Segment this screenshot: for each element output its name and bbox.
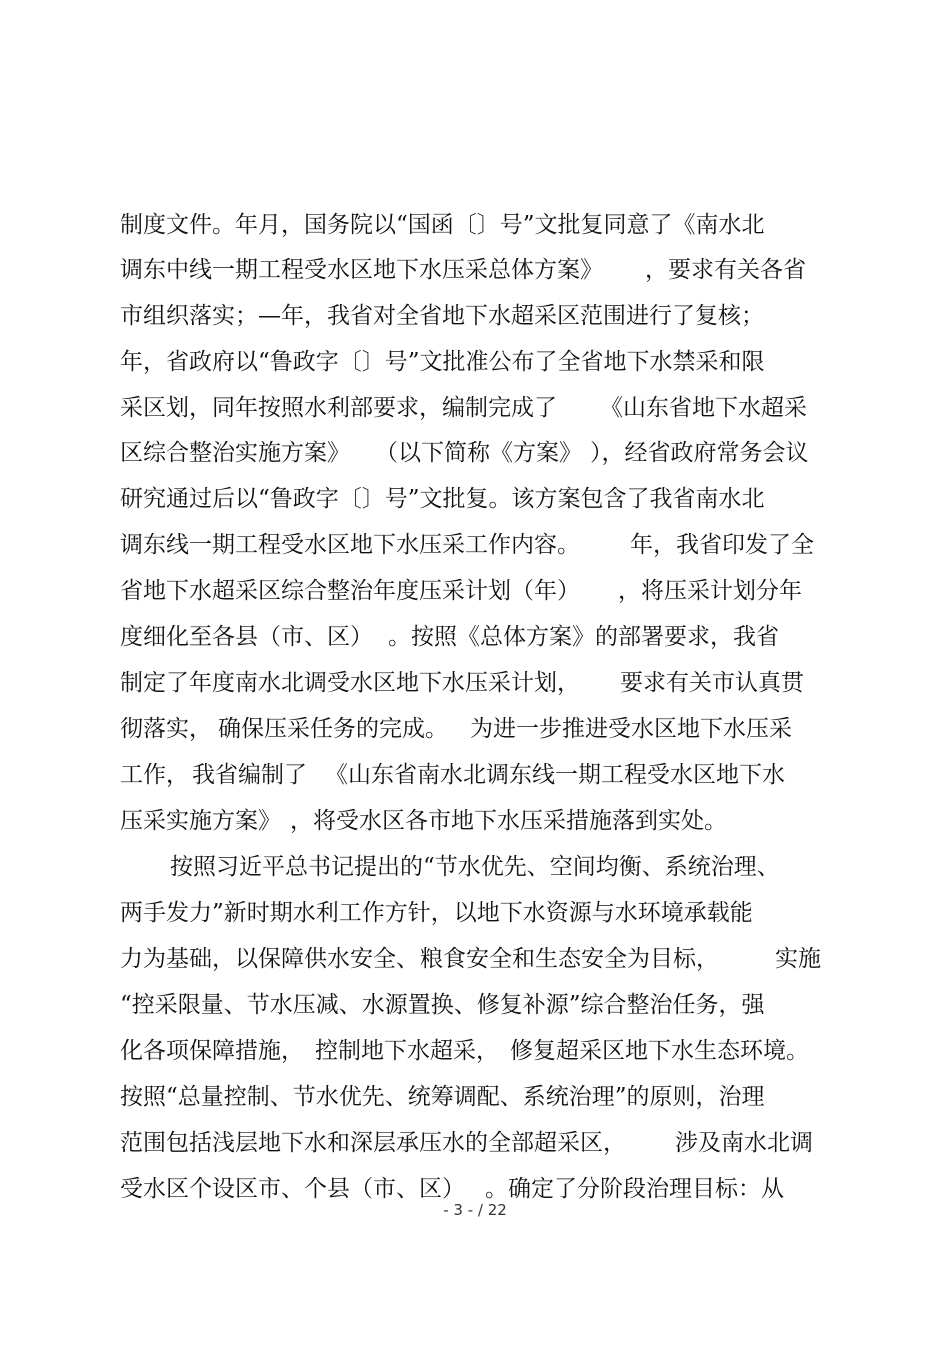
text-segment: 受水区个设区市、个县（市、区） [120, 1176, 465, 1202]
text-segment: 修复超采区地下水生态环境。 [510, 1038, 809, 1064]
text-line [0, 388, 950, 428]
text-line [0, 801, 950, 841]
text-segment: 调东中线一期工程受水区地下水压采总体方案》 [120, 257, 603, 283]
text-segment: 省地下水超采区综合整治年度压采计划（年） [120, 578, 580, 604]
text-segment: 为进一步推进受水区地下水压采 [470, 716, 792, 742]
text-segment: ，要求有关各省 [645, 257, 806, 283]
text-segment: ，将压采计划分年 [618, 578, 802, 604]
text-segment: 采区划，同年按照水利部要求，编制完成了 [120, 395, 557, 421]
text-segment: 。按照《总体方案》的部署要求，我省 [388, 624, 779, 650]
text-segment: 《山东省南水北调东线一期工程受水区地下水 [325, 762, 785, 788]
text-segment: 确保压采任务的完成。 [218, 716, 448, 742]
text-segment: 我省编制了 [192, 762, 307, 788]
text-segment: 《山东省地下水超采 [600, 395, 807, 421]
text-segment: 要求有关市认真贯 [620, 670, 804, 696]
text-segment: 范围包括浅层地下水和深层承压水的全部超采区， [120, 1130, 626, 1156]
text-segment: 年，我省印发了全 [630, 532, 814, 558]
text-segment: ，将受水区各市地下水压采措施落到实处。 [290, 808, 727, 834]
text-segment: 调东线一期工程受水区地下水压采工作内容。 [120, 532, 580, 558]
text-segment: 两手发力”新时期水利工作方针，以地下水资源与水环境承载能 [120, 900, 753, 926]
text-line [0, 1077, 950, 1117]
text-line [0, 939, 950, 979]
text-segment: 压采实施方案》 [120, 808, 281, 834]
text-segment: 按照“总量控制、节水优先、统筹调配、系统治理”的原则，治理 [120, 1084, 765, 1110]
text-line [0, 663, 950, 703]
text-segment: ），经省政府常务会议 [590, 440, 809, 466]
text-segment: 制定了年度南水北调受水区地下水压采计划， [120, 670, 580, 696]
text-segment: 度细化至各县（市、区） [120, 624, 373, 650]
text-line [0, 985, 950, 1025]
text-line [0, 617, 950, 657]
text-line [0, 250, 950, 290]
text-segment: 化各项保障措施， [120, 1038, 304, 1064]
text-segment: 粮食安全和生态安全为目标， [420, 946, 719, 972]
text-line [0, 205, 950, 245]
text-segment: “控采限量、节水压减、水源置换、修复补源”综合整治任务，强 [120, 992, 765, 1018]
text-segment: （以下简称《方案》 [375, 440, 582, 466]
text-segment: 力为基础，以保障供水安全、 [120, 946, 419, 972]
text-segment: 彻落实， [120, 716, 212, 742]
text-line [0, 479, 950, 519]
text-line [0, 433, 950, 473]
text-line [0, 1031, 950, 1071]
text-segment: 制度文件。年月，国务院以“国函〔〕号”文批复同意了《南水北 [120, 212, 765, 238]
page-number: - 3 - / 22 [443, 1201, 507, 1219]
text-line [0, 525, 950, 565]
text-segment: 。确定了分阶段治理目标：从 [485, 1176, 784, 1202]
text-line [0, 342, 950, 382]
text-line [0, 571, 950, 611]
text-segment: 涉及南水北调 [675, 1130, 813, 1156]
text-line [0, 893, 950, 933]
text-line [0, 755, 950, 795]
text-segment: 工作， [120, 762, 189, 788]
text-segment: 实施 [775, 946, 821, 972]
text-line [0, 847, 950, 887]
text-segment: 区综合整治实施方案》 [120, 440, 350, 466]
text-segment: 按照习近平总书记提出的“节水优先、空间均衡、系统治理、 [170, 854, 780, 880]
text-segment: 年，省政府以“鲁政字〔〕号”文批准公布了全省地下水禁采和限 [120, 349, 765, 375]
text-line [0, 296, 950, 336]
text-line [0, 1123, 950, 1163]
text-line [0, 709, 950, 749]
text-segment: 市组织落实；—年，我省对全省地下水超采区范围进行了复核； [120, 303, 764, 329]
text-segment: 控制地下水超采， [315, 1038, 499, 1064]
text-segment: 研究通过后以“鲁政字〔〕号”文批复。该方案包含了我省南水北 [120, 486, 765, 512]
